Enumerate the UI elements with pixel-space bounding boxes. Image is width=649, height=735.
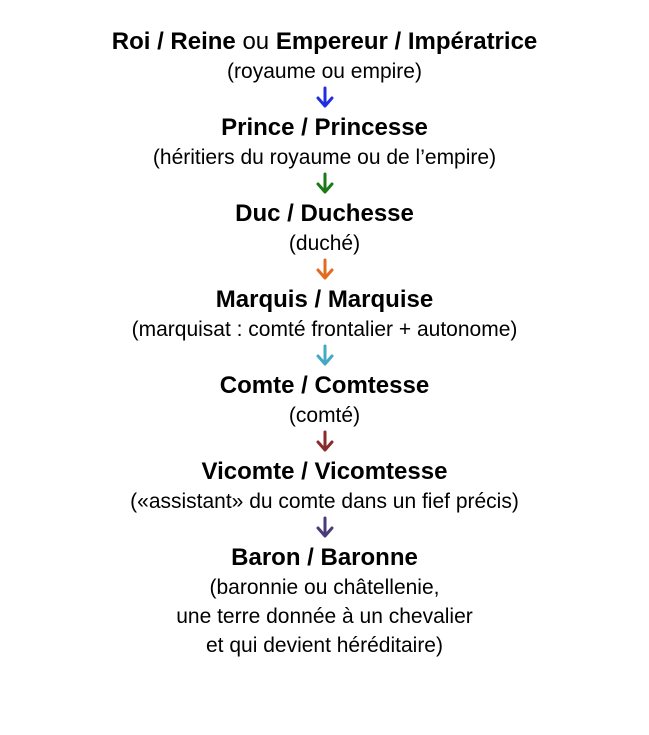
down-arrow-shape [315, 258, 335, 281]
level-description-line: et qui devient héréditaire) [206, 634, 443, 657]
down-arrow-icon [315, 344, 335, 367]
down-arrow-shape [315, 516, 335, 539]
level-title [221, 113, 428, 143]
level-title [202, 457, 448, 487]
level-description-line: une terre donnée à un chevalier [176, 605, 473, 628]
down-arrow-icon [315, 86, 335, 109]
level-baron [176, 543, 473, 660]
level-king-emperor [112, 27, 538, 86]
down-arrow-icon [315, 430, 335, 453]
level-description: («assistant» du comte dans un fief précis) [130, 490, 519, 513]
down-arrow-icon [315, 258, 335, 281]
title-baron-baroness: Baron / Baronne [231, 544, 418, 571]
title-prince-princess: Prince / Princesse [221, 114, 428, 141]
level-marquis [132, 285, 518, 344]
level-description: (royaume ou empire) [227, 60, 422, 83]
level-title [220, 371, 429, 401]
down-arrow-shape [315, 430, 335, 453]
level-prince [153, 113, 496, 172]
level-description: (duché) [288, 232, 361, 255]
level-description: (marquisat : comté frontalier + autonome) [131, 318, 518, 341]
level-description: (héritiers du royaume ou de l’empire) [152, 146, 497, 169]
down-arrow-shape [315, 86, 335, 109]
title-viscount-viscountess: Vicomte / Vicomtesse [201, 458, 448, 485]
down-arrow-icon [315, 516, 335, 539]
level-title [216, 285, 433, 315]
title-count-countess: Comte / Comtesse [219, 372, 430, 399]
level-title [235, 199, 414, 229]
down-arrow-shape [315, 172, 335, 195]
level-description: (comté) [288, 404, 361, 427]
down-arrow-shape [315, 344, 335, 367]
down-arrow-icon [315, 172, 335, 195]
title-emperor-empress: Empereur / Impératrice [275, 28, 538, 55]
title-joiner-or: ou [242, 28, 270, 55]
level-description-line: (baronnie ou châtellenie, [209, 576, 440, 599]
title-king-queen: Roi / Reine [111, 28, 236, 55]
title-duke-duchess: Duc / Duchesse [235, 200, 414, 227]
title-marquis-marquise: Marquis / Marquise [215, 286, 434, 313]
level-title [231, 543, 418, 573]
level-count [220, 371, 429, 430]
level-duke [235, 199, 414, 258]
level-viscount [130, 457, 519, 516]
level-title [112, 27, 538, 57]
